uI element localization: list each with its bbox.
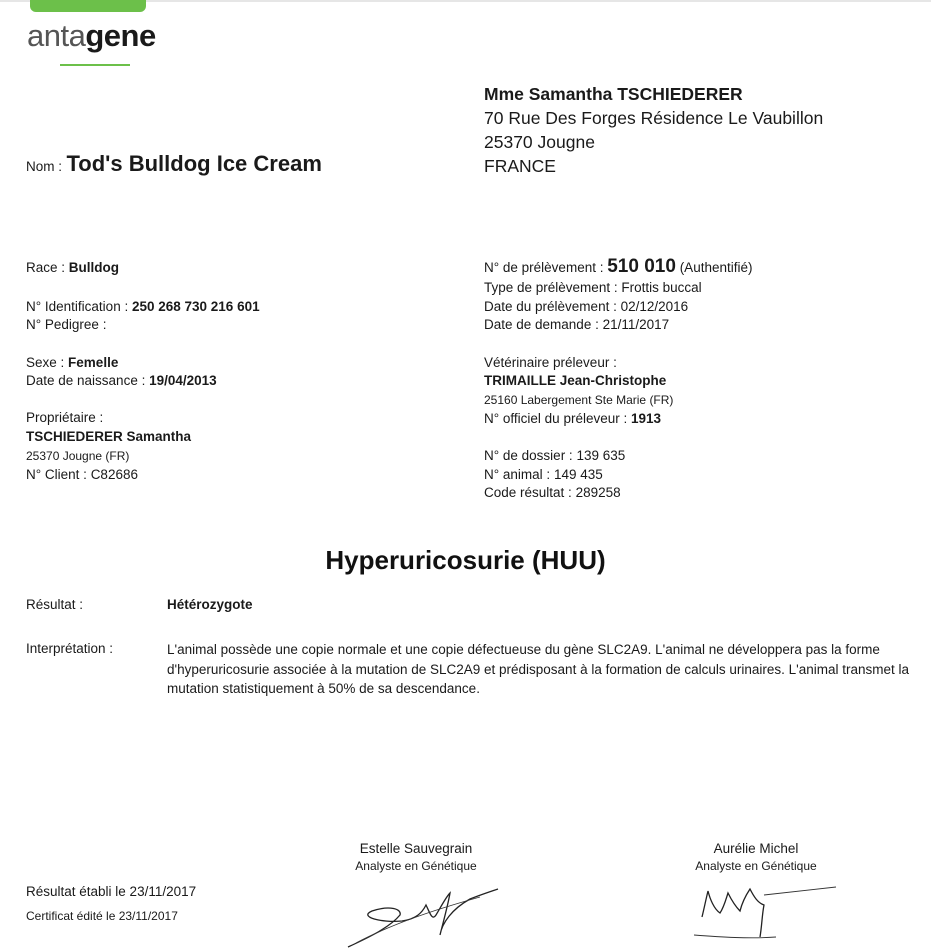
certificate-edited-date: Certificat édité le 23/11/2017	[26, 909, 178, 923]
pedigree-row: N° Pedigree :	[26, 317, 107, 332]
race-value: Bulldog	[68, 260, 120, 275]
race-row: Race : Bulldog	[26, 260, 120, 275]
vet-name: TRIMAILLE Jean-Christophe	[484, 373, 667, 388]
owner-city: 25370 Jougne (FR)	[26, 449, 130, 463]
logo-green-tab	[30, 0, 146, 12]
dog-name: Tod's Bulldog Ice Cream	[66, 151, 322, 176]
birth-row: Date de naissance : 19/04/2013	[26, 373, 217, 388]
sex-row: Sexe : Femelle	[26, 355, 119, 370]
address-name: Mme Samantha TSCHIEDERER	[484, 84, 743, 104]
dog-name-row	[26, 151, 322, 177]
result-code-row: Code résultat : 289258	[484, 485, 621, 500]
owner-label: Propriétaire :	[26, 410, 104, 425]
address-line2: 25370 Jougne	[484, 132, 595, 152]
logo-underline	[60, 64, 130, 66]
address-line1: 70 Rue Des Forges Résidence Le Vaubillon	[484, 108, 824, 128]
signatory-1-role: Analyste en Génétique	[355, 859, 477, 873]
vet-city: 25160 Labergement Ste Marie (FR)	[484, 393, 674, 407]
signatory-1	[330, 841, 502, 873]
birth-value: 19/04/2013	[149, 373, 217, 388]
interpretation-text: L'animal possède une copie normale et une copie défectueuse du gène SLC2A9. L'animal ne développera pas la forme d'hyperuricosurie associée à la mutation de SLC2A9 et prédisposant à la formation de calculs urinaires. L'animal transmet la mutation statistiquement à 50% de sa descendance.	[167, 642, 910, 696]
sex-value: Femelle	[68, 355, 119, 370]
dossier-row: N° de dossier : 139 635	[484, 448, 626, 463]
vet-official-row: N° officiel du préleveur : 1913	[484, 411, 662, 426]
vet-label: Vétérinaire préleveur :	[484, 355, 617, 370]
identification-row: N° Identification : 250 268 730 216 601	[26, 299, 260, 314]
logo-text: antagene	[27, 18, 156, 53]
interpretation-label: Interprétation :	[26, 641, 114, 656]
vet-official-value: 1913	[631, 411, 662, 426]
signature-1-image	[330, 875, 510, 950]
client-row: N° Client : C82686	[26, 467, 138, 482]
sample-auth: (Authentifié)	[679, 260, 753, 275]
sample-date-row: Date du prélèvement : 02/12/2016	[484, 299, 689, 314]
test-title: Hyperuricosurie (HUU)	[325, 545, 606, 575]
sample-type-row: Type de prélèvement : Frottis buccal	[484, 280, 702, 295]
sample-number-row: N° de prélèvement : 510 010 (Authentifié)	[484, 256, 753, 277]
name-label: Nom :	[26, 159, 63, 174]
sample-number: 510 010	[607, 256, 676, 277]
identification-value: 250 268 730 216 601	[131, 299, 260, 314]
address-line3: FRANCE	[484, 156, 556, 176]
result-value: Hétérozygote	[167, 597, 253, 612]
result-established-date: Résultat établi le 23/11/2017	[26, 884, 197, 899]
signatory-1-name: Estelle Sauvegrain	[359, 841, 473, 856]
request-date-row: Date de demande : 21/11/2017	[484, 317, 670, 332]
signatory-2	[670, 841, 842, 873]
signatory-2-role: Analyste en Génétique	[695, 859, 817, 873]
animal-number-row: N° animal : 149 435	[484, 467, 603, 482]
signature-2-image	[680, 875, 850, 945]
signatory-2-name: Aurélie Michel	[713, 841, 799, 856]
client-value: C82686	[90, 467, 138, 482]
owner-name: TSCHIEDERER Samantha	[26, 429, 192, 444]
result-label: Résultat :	[26, 597, 84, 612]
